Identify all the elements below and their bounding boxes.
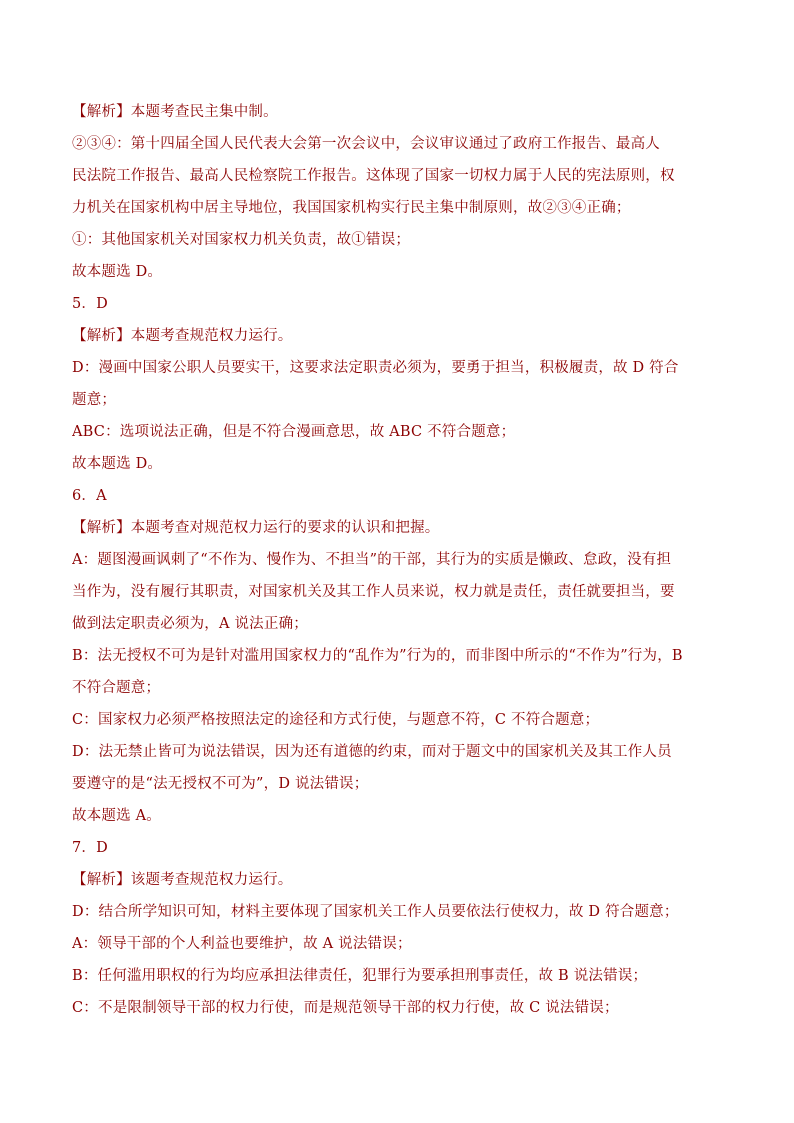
text-line: D：漫画中国家公职人员要实干，这要求法定职责必须为，要勇于担当，积极履责，故 D 符合 xyxy=(72,360,679,376)
answer-conclusion: 故本题选 D。 xyxy=(72,264,163,280)
text-line: 民法院工作报告、最高人民检察院工作报告。这体现了国家一切权力属于人民的宪法原则，权 xyxy=(72,168,675,184)
text-line: C：不是限制领导干部的权力行使，而是规范领导干部的权力行使，故 C 说法错误； xyxy=(72,1000,619,1016)
analysis-header-q7: 【解析】该题考查规范权力运行。 xyxy=(72,872,293,888)
text-line: 不符合题意； xyxy=(72,680,161,696)
text-line: B：法无授权不可为是针对滥用国家权力的“乱作为”行为的，而非图中所示的“不作为”行为，B xyxy=(72,648,683,664)
answer-conclusion: 故本题选 A。 xyxy=(72,808,161,824)
answer-explanation-text xyxy=(72,96,724,1024)
text-line: ①：其他国家机关对国家权力机关负责，故①错误； xyxy=(72,232,411,248)
question-answer-7: 7．D xyxy=(72,840,108,856)
text-line: 当作为，没有履行其职责，对国家机关及其工作人员来说，权力就是责任，责任就要担当，要 xyxy=(72,584,675,600)
text-line: ABC：选项说法正确，但是不符合漫画意思，故 ABC 不符合题意； xyxy=(72,424,516,440)
analysis-header-q4: 【解析】本题考查民主集中制。 xyxy=(72,104,278,120)
text-line: D：结合所学知识可知，材料主要体现了国家机关工作人员要依法行使权力，故 D 符合题意； xyxy=(72,904,679,920)
question-answer-6: 6．A xyxy=(72,488,107,504)
text-line: 做到法定职责必须为，A 说法正确； xyxy=(72,616,308,632)
text-line: B：任何滥用职权的行为均应承担法律责任，犯罪行为要承担刑事责任，故 B 说法错误； xyxy=(72,968,648,984)
text-line: A：领导干部的个人利益也要维护，故 A 说法错误； xyxy=(72,936,412,952)
question-answer-5: 5．D xyxy=(72,296,108,312)
analysis-header-q5: 【解析】本题考查规范权力运行。 xyxy=(72,328,293,344)
text-line: 题意； xyxy=(72,392,117,408)
analysis-header-q6: 【解析】本题考查对规范权力运行的要求的认识和把握。 xyxy=(72,520,440,536)
answer-conclusion: 故本题选 D。 xyxy=(72,456,163,472)
text-line: D：法无禁止皆可为说法错误，因为还有道德的约束，而对于题文中的国家机关及其工作人员 xyxy=(72,744,672,760)
text-line: 力机关在国家机构中居主导地位，我国国家机构实行民主集中制原则，故②③④正确； xyxy=(72,200,631,216)
text-line: ②③④：第十四届全国人民代表大会第一次会议中，会议审议通过了政府工作报告、最高人 xyxy=(72,136,660,152)
text-line: C：国家权力必须严格按照法定的途径和方式行使，与题意不符，C 不符合题意； xyxy=(72,712,600,728)
text-line: A：题图漫画讽刺了“不作为、慢作为、不担当”的干部，其行为的实质是懒政、怠政，没有担 xyxy=(72,552,672,568)
text-line: 要遵守的是“法无授权不可为”，D 说法错误； xyxy=(72,776,369,792)
